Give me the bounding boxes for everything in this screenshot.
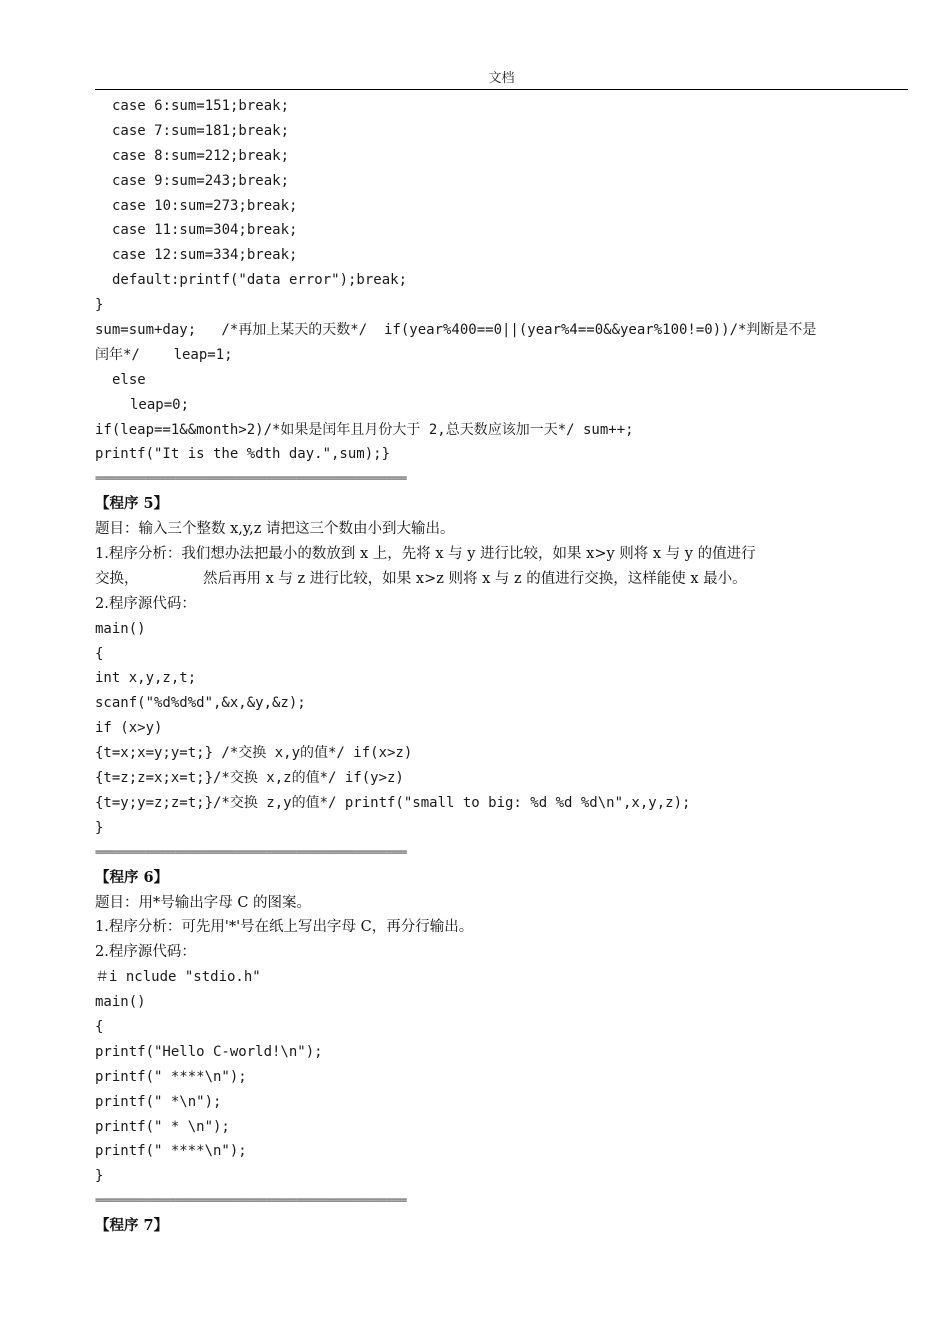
code-line: case 8:sum=212;break;	[112, 147, 290, 164]
code-line: case 11:sum=304;break;	[112, 222, 298, 239]
separator-line: ==============================================================	[95, 1195, 407, 1207]
separator-line: ==============================================================	[95, 846, 407, 858]
code-line: if(leap==1&&month>2)/*如果是闰年且月份大于 2,总天数应该加一天*/ sum++;	[95, 421, 634, 438]
document-body	[95, 94, 895, 1239]
code-line: {t=z;z=x;x=t;}/*交换 x,z的值*/ if(y>z)	[95, 770, 404, 787]
paragraph-line: 2.程序源代码：	[95, 944, 196, 961]
code-line: main()	[95, 620, 146, 637]
section-title: 【程序 5】	[95, 495, 169, 513]
code-line: sum=sum+day; /*再加上某天的天数*/ if(year%400==0||(year%4==0&&year%100!=0))/*判断是不是	[95, 322, 817, 339]
code-line: {t=y;y=z;z=t;}/*交换 z,y的值*/ printf("small to big: %d %d %d\n",x,y,z);	[95, 794, 691, 811]
code-line: printf("It is the %dth day.",sum);}	[95, 446, 391, 463]
code-line: }	[95, 297, 104, 314]
code-line: {	[95, 645, 104, 662]
code-line: main()	[95, 994, 146, 1011]
paragraph-line: 1.程序分析：可先用'*'号在纸上写出字母 C，再分行输出。	[95, 919, 474, 936]
paragraph-line: 题目：用*号输出字母 C 的图案。	[95, 894, 312, 911]
paragraph-line: 题目：输入三个整数 x,y,z 请把这三个数由小到大输出。	[95, 521, 455, 538]
paragraph-line: 交换， 然后再用 x 与 z 进行比较，如果 x>z 则将 x 与 z 的值进行交换，这样能使 x 最小。	[95, 570, 747, 587]
code-line: scanf("%d%d%d",&x,&y,&z);	[95, 695, 306, 712]
code-line: ＃i nclude "stdio.h"	[95, 969, 261, 986]
code-line: }	[95, 819, 104, 836]
code-line: {	[95, 1018, 104, 1035]
code-line: default:printf("data error");break;	[112, 272, 408, 289]
code-line: case 12:sum=334;break;	[112, 247, 298, 264]
code-line: }	[95, 1168, 104, 1185]
code-line: case 9:sum=243;break;	[112, 172, 290, 189]
separator-line: ==============================================================	[95, 473, 407, 485]
code-line: printf(" * \n");	[95, 1118, 230, 1135]
code-line: else	[112, 371, 146, 388]
code-line: case 7:sum=181;break;	[112, 122, 290, 139]
paragraph-line: 1.程序分析：我们想办法把最小的数放到 x 上，先将 x 与 y 进行比较，如果 x>y 则将 x 与 y 的值进行	[95, 546, 756, 563]
code-line: leap=0;	[130, 396, 190, 413]
section-title: 【程序 6】	[95, 868, 169, 886]
code-line: if (x>y)	[95, 720, 163, 737]
code-line: case 10:sum=273;break;	[112, 197, 298, 214]
code-line: printf(" ****\n");	[95, 1068, 247, 1085]
code-line: printf(" *\n");	[95, 1093, 222, 1110]
paragraph-line: 2.程序源代码：	[95, 595, 196, 612]
code-line: 闰年*/ leap=1;	[95, 346, 233, 363]
section-title: 【程序 7】	[95, 1217, 169, 1235]
code-line: {t=x;x=y;y=t;} /*交换 x,y的值*/ if(x>z)	[95, 745, 413, 762]
code-line: case 6:sum=151;break;	[112, 98, 290, 114]
code-line: printf(" ****\n");	[95, 1143, 247, 1160]
page-header: 文档	[95, 70, 908, 90]
code-line: int x,y,z,t;	[95, 670, 197, 687]
code-line: printf("Hello C-world!\n");	[95, 1043, 323, 1060]
